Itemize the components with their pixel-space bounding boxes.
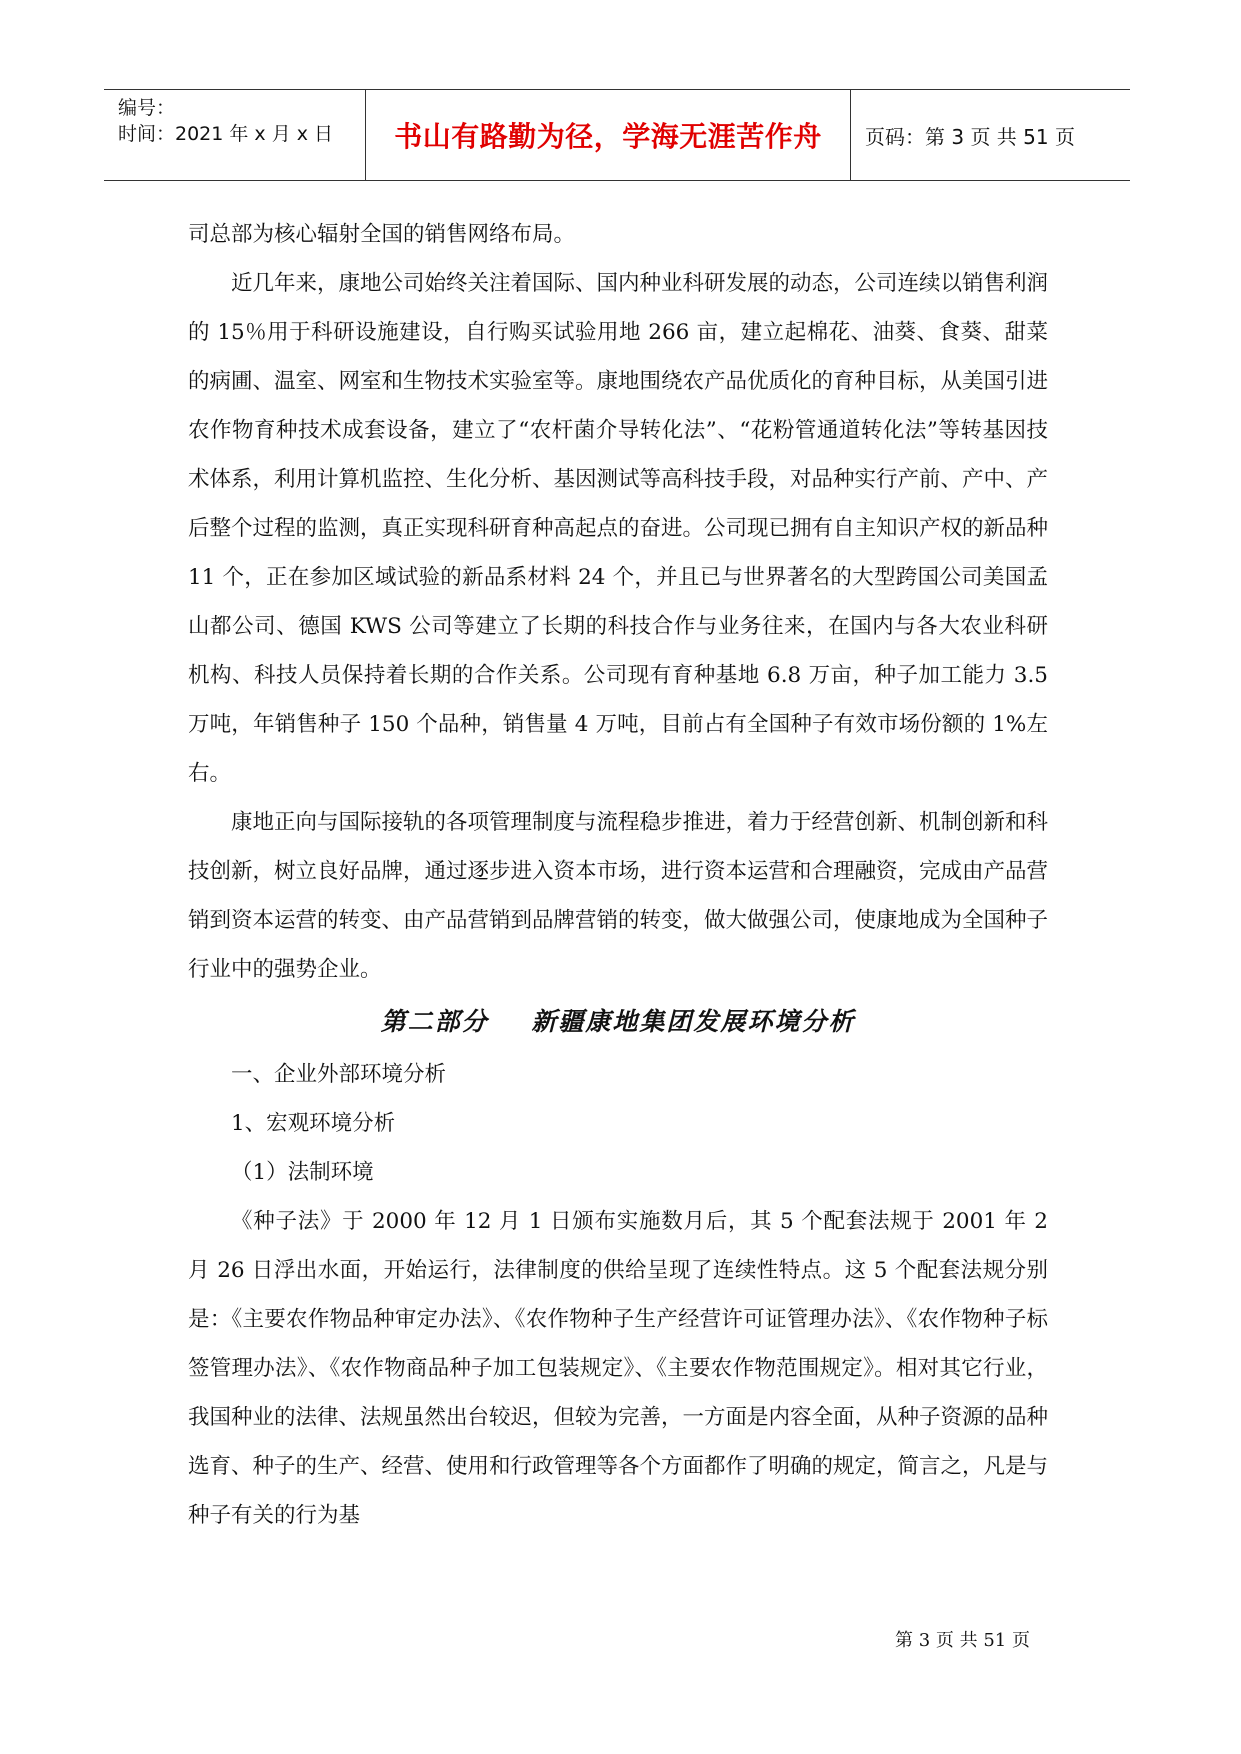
code-label: 编号： bbox=[118, 97, 176, 119]
subheading-external-environment: 一、企业外部环境分析 bbox=[231, 1062, 447, 1087]
header-motto-cell bbox=[366, 90, 851, 180]
header-meta bbox=[104, 90, 366, 180]
page-header bbox=[104, 89, 1130, 181]
subheading-macro-environment: 1、宏观环境分析 bbox=[231, 1111, 396, 1136]
header-motto: 书山有路勤为径，学海无涯苦作舟 bbox=[394, 120, 822, 153]
paragraph-seed-law: 《种子法》于 2000 年 12 月 1 日颁布实施数月后，其 5 个配套法规于 2001 年 2 月 26 日浮出水面，开始运行，法律制度的供给呈现了连续性特点。这 5 个配套法规分别是：《主要农作物品种审定办法》、《农作物种子生产经营许可证管理办法》、《农作物种子标签管理办法》、《农作物商品种子加工包装规定》、《主要农作物范围规定》。相对其它行业，我国种业的法律、法规虽然出台较迟，但较为完善，一方面是内容全面，从种子资源的品种选育、种子的生产、经营、使用和行政管理等各个方面都作了明确的规定，简言之，凡是与种子有关的行为基 bbox=[188, 1209, 1049, 1528]
document-body bbox=[188, 210, 1048, 1540]
paragraph-management: 康地正向与国际接轨的各项管理制度与流程稳步推进，着力于经营创新、机制创新和科技创新，树立良好品牌，通过逐步进入资本市场，进行资本运营和合理融资，完成由产品营销到资本运营的转变、由产品营销到品牌营销的转变，做大做强公司，使康地成为全国种子行业中的强势企业。 bbox=[188, 810, 1049, 982]
subheading-legal-environment: （1）法制环境 bbox=[231, 1160, 374, 1185]
header-page-label: 页码：第 3 页 共 51 页 bbox=[865, 124, 1075, 149]
header-page-cell bbox=[851, 90, 1130, 180]
time-label: 时间：2021 年 x 月 x 日 bbox=[118, 123, 334, 145]
paragraph-research: 近几年来，康地公司始终关注着国际、国内种业科研发展的动态，公司连续以销售利润的 15％用于科研设施建设，自行购买试验用地 266 亩，建立起棉花、油葵、食葵、甜菜的病圃、温室、网室和生物技术实验室等。康地围绕农产品优质化的育种目标，从美国引进农作物育种技术成套设备，建立了“农杆菌介导转化法”、“花粉管通道转化法”等转基因技术体系，利用计算机监控、生化分析、基因测试等高科技手段，对品种实行产前、产中、产后整个过程的监测，真正实现科研育种高起点的奋进。公司现已拥有自主知识产权的新品种 11 个，正在参加区域试验的新品系材料 24 个，并且已与世界著名的大型跨国公司美国孟山都公司、德国 KWS 公司等建立了长期的科技合作与业务往来，在国内与各大农业科研机构、科技人员保持着长期的合作关系。公司现有育种基地 6.8 万亩，种子加工能力 3.5 万吨，年销售种子 150 个品种，销售量 4 万吨，目前占有全国种子有效市场份额的 1%左右。 bbox=[188, 271, 1049, 786]
paragraph-continued: 司总部为核心辐射全国的销售网络布局。 bbox=[188, 222, 576, 247]
page-footer-number: 第 3 页 共 51 页 bbox=[895, 1630, 1030, 1651]
section-heading: 第二部分 新疆康地集团发展环境分析 bbox=[380, 1007, 856, 1036]
